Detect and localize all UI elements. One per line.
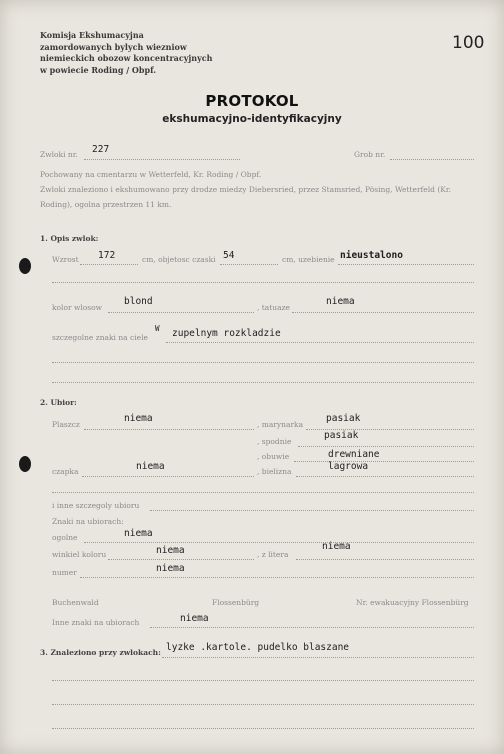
zlitera-value: niema (322, 541, 351, 552)
document-subtitle: ekshumacyjno-identyfikacyjny (162, 113, 342, 125)
znaki-line (166, 342, 474, 343)
winkiel-value: niema (156, 545, 185, 556)
kolor-label: kolor wlosow (52, 303, 103, 312)
punch-hole-top (19, 258, 31, 274)
grob-line (390, 159, 474, 160)
obuwie-line (294, 461, 474, 462)
punch-hole-bottom (19, 456, 31, 472)
bielizna-value: lagrowa (328, 461, 369, 472)
wzrost-value: 172 (98, 250, 116, 261)
winkiel-line (108, 559, 254, 560)
znaleziono-heading: 3. Znaleziono przy zwlokach: (40, 648, 161, 657)
ogolne-value: niema (124, 528, 153, 539)
header-line-1: Komisja Ekshumacyjna (40, 30, 144, 40)
tatuaze-value: niema (326, 296, 355, 307)
znaleziono-blank-line-2 (52, 704, 474, 705)
intro-line-1: Pochowany na cmentarzu w Wetterfeld, Kr. Roding / Obpf. (40, 170, 262, 179)
zlitera-line (296, 559, 474, 560)
ewakuacyjny-label: Nr. ewakuacyjny Flossenbürg (356, 598, 469, 607)
znaleziono-line (162, 657, 474, 658)
uzebienie-line (338, 264, 474, 265)
wzrost-line (80, 264, 138, 265)
plaszcz-label: Plaszcz (52, 420, 80, 429)
bielizna-label: , bielizna (257, 467, 292, 476)
spodnie-line (298, 446, 474, 447)
zlitera-label: , z litera (257, 550, 289, 559)
inne-szczegoly-label: i inne szczegoly ubioru (52, 501, 140, 510)
ubior-blank-line-1 (52, 492, 474, 493)
header-line-3: niemieckich obozow koncentracyjnych (40, 53, 213, 63)
spodnie-label: , spodnie (257, 437, 292, 446)
intro-line-2: Zwloki znaleziono i ekshumowano przy drodze miedzy Diebersried, przez Stamsried, Pösing, Wetterfeld (Kr. (40, 185, 452, 194)
marynarka-label: , marynarka (257, 420, 304, 429)
znaki-superscript: W (155, 324, 160, 333)
plaszcz-line (84, 429, 254, 430)
winkiel-label: winkiel koloru (52, 550, 107, 559)
znaki-ubior-label: Znaki na ubiorach: (52, 517, 124, 526)
czapka-value: niema (136, 461, 165, 472)
opis-blank-line-3 (52, 382, 474, 383)
commission-header (40, 30, 212, 76)
wzrost-label: Wzrost (52, 255, 79, 264)
plaszcz-value: niema (124, 413, 153, 424)
numer-line (80, 577, 474, 578)
obuwie-value: drewniane (328, 449, 380, 460)
flossenburg-label: Flossenbürg (212, 598, 260, 607)
znaleziono-value: lyzke .kartole. pudelko blaszane (166, 642, 350, 653)
objetosc-value: 54 (223, 250, 235, 261)
intro-line-3: Roding), ogolna przestrzen 11 km. (40, 200, 172, 209)
opis-blank-line-1 (52, 282, 474, 283)
zwloki-label: Zwloki nr. (40, 150, 78, 159)
page-number: 100 (452, 33, 485, 53)
numer-value: niema (156, 563, 185, 574)
obuwie-label: , obuwie (257, 452, 290, 461)
uzebienie-value: nieustalono (340, 250, 403, 261)
znaki-label: szczegolne znaki na ciele (52, 333, 148, 342)
tatuaze-line (292, 312, 474, 313)
document-title: PROTOKOL (205, 92, 299, 110)
znaleziono-blank-line-3 (52, 728, 474, 729)
inne-znaki-label: Inne znaki na ubiorach (52, 618, 140, 627)
ogolne-line (84, 542, 474, 543)
zwloki-line (84, 159, 240, 160)
spodnie-value: pasiak (324, 430, 359, 441)
inne-znaki-value: niema (180, 613, 209, 624)
inne-szczegoly-line (150, 510, 474, 511)
znaleziono-blank-line-1 (52, 680, 474, 681)
numer-label: numer (52, 568, 77, 577)
opis-blank-line-2 (52, 362, 474, 363)
objetosc-label: cm, objetosc czaski (142, 255, 216, 264)
zwloki-value: 227 (92, 144, 110, 155)
tatuaze-label: , tatuaze (257, 303, 290, 312)
czapka-line (82, 476, 254, 477)
inne-znaki-line (150, 627, 474, 628)
header-line-2: zamordowanych bylych wiezniow (40, 41, 187, 52)
uzebienie-label: cm, uzebienie (282, 255, 335, 264)
znaki-value: zupelnym rozkladzie (172, 328, 281, 339)
grob-label: Grob nr. (354, 150, 386, 159)
opis-heading: 1. Opis zwlok: (40, 234, 99, 243)
marynarka-value: pasiak (326, 413, 361, 424)
bielizna-line (296, 476, 474, 477)
kolor-value: blond (124, 296, 153, 307)
objetosc-line (220, 264, 278, 265)
header-line-4: w powiecie Roding / Obpf. (40, 64, 157, 75)
kolor-line (108, 312, 254, 313)
ogolne-label: ogolne (52, 533, 78, 542)
buchenwald-label: Buchenwald (52, 598, 99, 607)
czapka-label: czapka (52, 467, 79, 476)
ubior-heading: 2. Ubior: (40, 398, 77, 407)
